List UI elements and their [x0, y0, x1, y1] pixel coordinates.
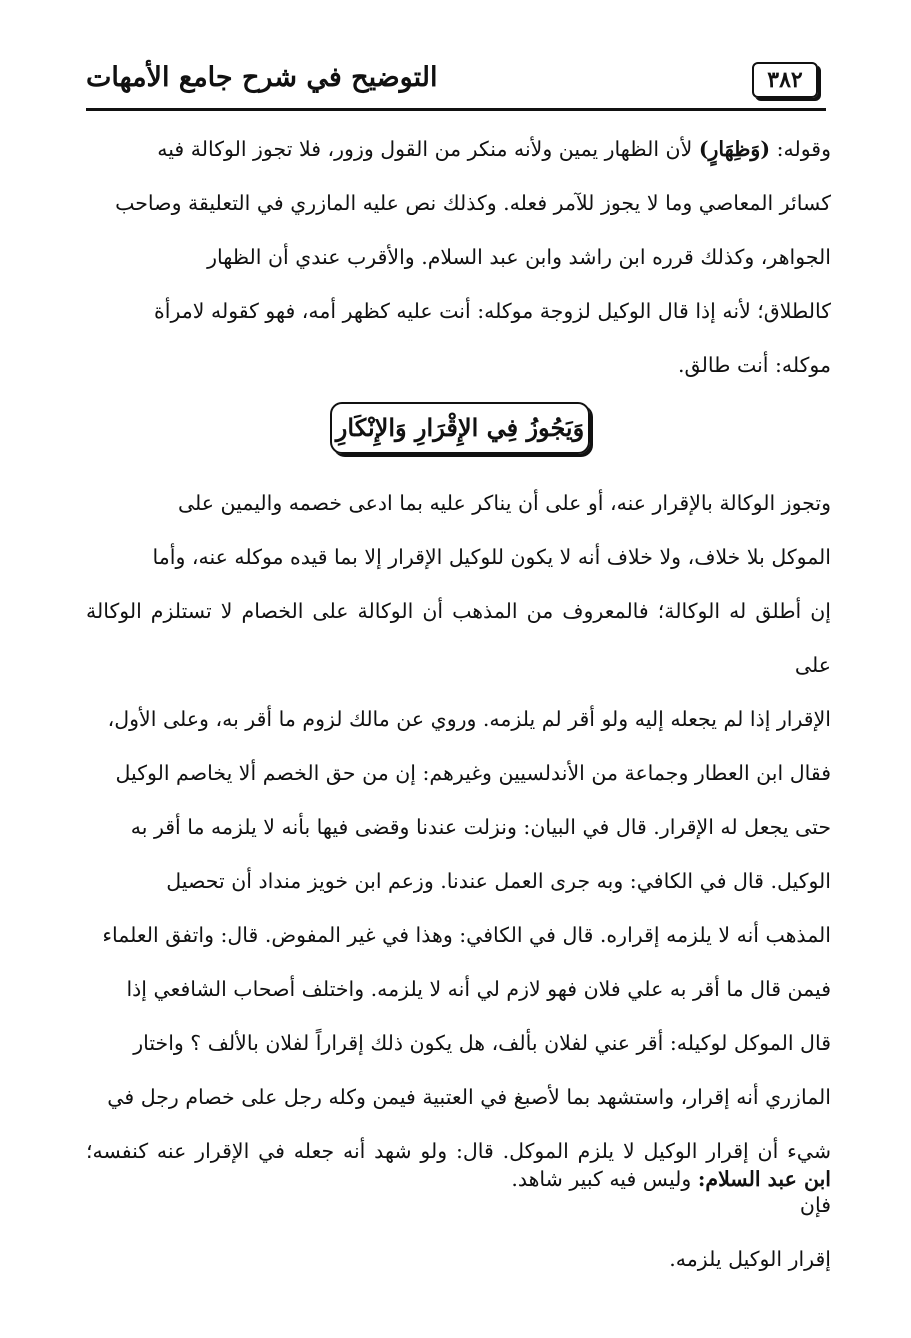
closing-text: وليس فيه كبير شاهد.	[511, 1167, 692, 1191]
text-line: الوكيل. قال في الكافي: وبه جرى العمل عندنا. وزعم ابن خويز منداد أن تحصيل	[166, 869, 831, 893]
text-line: الموكل بلا خلاف، ولا خلاف أنه لا يكون للوكيل الإقرار إلا بما قيده موكله عنه، وأما	[152, 545, 831, 569]
quoted-term: (وَظِهَارٍ)	[698, 137, 771, 161]
section-heading: وَيَجُوزُ فِي الإِقْرَارِ وَالإِنْكَارِ	[330, 402, 590, 454]
page-number: ٣٨٢	[752, 62, 818, 98]
running-title: التوضيح في شرح جامع الأمهات	[86, 62, 438, 93]
text-line: فقال ابن العطار وجماعة من الأندلسيين وغيرهم: إن من حق الخصم ألا يخاصم الوكيل	[115, 761, 831, 785]
closing-remark	[86, 1152, 831, 1206]
text-line: موكله: أنت طالق.	[678, 353, 831, 377]
text-line: المذهب أنه لا يلزمه إقراره. قال في الكافي: وهذا في غير المفوض. قال: واتفق العلماء	[102, 923, 831, 947]
text-line: حتى يجعل له الإقرار. قال في البيان: ونزلت عندنا وقضى فيها بأنه لا يلزمه ما أقر به	[130, 815, 831, 839]
lead-word: وقوله:	[776, 137, 831, 161]
running-header	[86, 56, 826, 112]
text-line: الإقرار إذا لم يجعله إليه ولو أقر لم يلزمه. وروي عن مالك لزوم ما أقر به، وعلى الأول،	[107, 707, 831, 731]
text-line: المازري أنه إقرار، واستشهد بما لأصبغ في العتبية فيمن وكله رجل على خصام رجل في	[107, 1085, 831, 1109]
text-line: كالطلاق؛ لأنه إذا قال الوكيل لزوجة موكله: أنت عليه كظهر أمه، فهو كقوله لامرأة	[154, 299, 831, 323]
speaker-name: ابن عبد السلام:	[697, 1167, 831, 1191]
text-line: قال الموكل لوكيله: أقر عني لفلان بألف، هل يكون ذلك إقراراً لفلان بالألف ؟ واختار	[133, 1031, 831, 1055]
text-line: وتجوز الوكالة بالإقرار عنه، أو على أن يناكر عليه بما ادعى خصمه واليمين على	[177, 491, 831, 515]
paragraph-zihar	[86, 122, 831, 392]
text-line: إن أطلق له الوكالة؛ فالمعروف من المذهب أن الوكالة على الخصام لا تستلزم الوكالة على	[86, 599, 831, 677]
text-line: شيء أن إقرار الوكيل لا يلزم الموكل. قال: ولو شهد أنه جعله في الإقرار عنه كنفسه؛ فإن	[86, 1139, 831, 1217]
header-divider	[86, 108, 826, 111]
text-line: كسائر المعاصي وما لا يجوز للآمر فعله. وكذلك نص عليه المازري في التعليقة وصاحب	[115, 191, 831, 215]
text-line: إقرار الوكيل يلزمه.	[669, 1247, 831, 1271]
text-line: الجواهر، وكذلك قرره ابن راشد وابن عبد السلام. والأقرب عندي أن الظهار	[207, 245, 831, 269]
text-line: وقوله: (وَظِهَارٍ) لأن الظهار يمين ولأنه منكر من القول وزور، فلا تجوز الوكالة فيه	[157, 137, 831, 161]
text-line: فيمن قال ما أقر به علي فلان فهو لازم لي أنه لا يلزمه. واختلف أصحاب الشافعي إذا	[126, 977, 831, 1001]
